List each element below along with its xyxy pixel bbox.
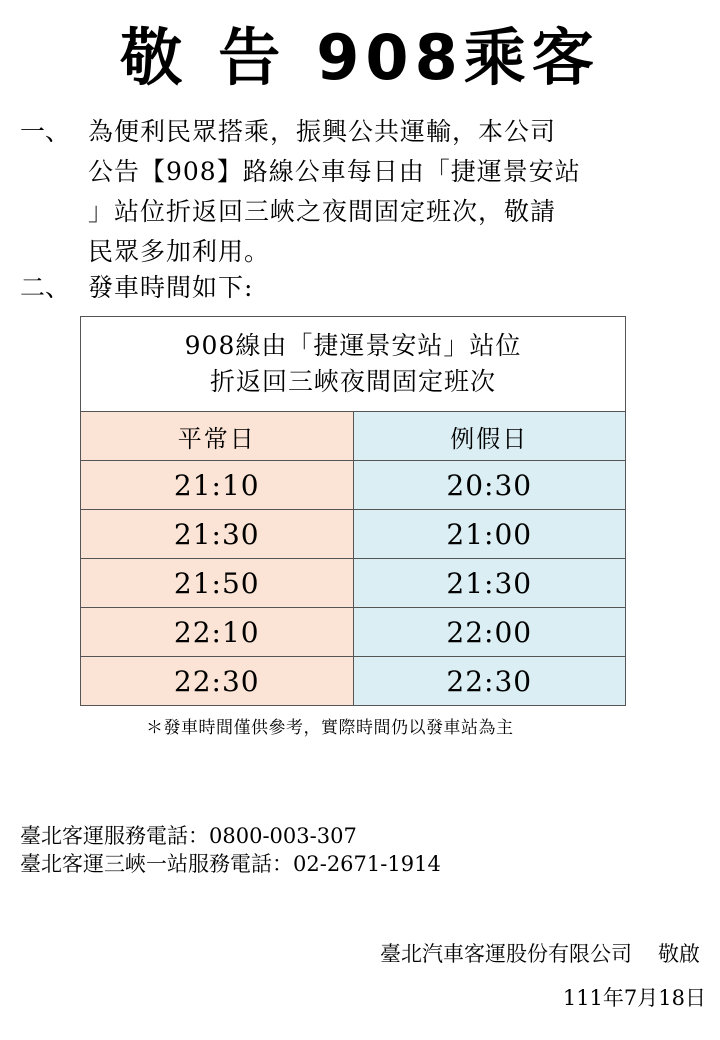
section-1-body (88, 112, 680, 272)
company-name: 臺北汽車客運股份有限公司 (380, 942, 632, 966)
holiday-time: 22:00 (353, 608, 626, 657)
signature (380, 940, 700, 968)
weekday-time: 21:50 (81, 559, 354, 608)
table-row (81, 559, 626, 608)
section-1-number: 一、 (20, 117, 71, 146)
section-1-line: 民眾多加利用。 (88, 237, 271, 266)
table-caption-row (81, 317, 626, 412)
section-2 (20, 268, 680, 308)
holiday-time: 22:30 (353, 657, 626, 706)
weekday-time: 22:30 (81, 657, 354, 706)
title-part-3: 908乘客 (316, 21, 600, 94)
schedule-note: ＊發車時間僅供參考，實際時間仍以發車站為主 (146, 718, 514, 738)
header-weekday: 平常日 (81, 412, 354, 461)
weekday-time: 21:30 (81, 510, 354, 559)
title-part-2: 告 (218, 21, 287, 94)
section-2-text: 發車時間如下: (88, 273, 254, 302)
table-row (81, 608, 626, 657)
schedule-table (80, 316, 626, 706)
table-caption-line-1: 908線由「捷運景安站」站位 (184, 331, 522, 360)
holiday-time: 20:30 (353, 461, 626, 510)
contact-line: 臺北客運三峽一站服務電話：02-2671-1914 (20, 852, 441, 876)
notice-title (0, 18, 720, 98)
contact-line: 臺北客運服務電話：0800-003-307 (20, 824, 357, 848)
table-row (81, 657, 626, 706)
table-caption (81, 317, 626, 412)
notice-date: 111年7月18日 (562, 986, 706, 1010)
closing-word: 敬啟 (658, 942, 700, 966)
section-2-number: 二、 (20, 273, 71, 302)
weekday-time: 21:10 (81, 461, 354, 510)
header-holiday: 例假日 (353, 412, 626, 461)
table-caption-line-2: 折返回三峽夜間固定班次 (209, 367, 496, 396)
holiday-time: 21:30 (353, 559, 626, 608)
weekday-time: 22:10 (81, 608, 354, 657)
table-row (81, 461, 626, 510)
table-header-row (81, 412, 626, 461)
section-1-line: 公告【908】路線公車每日由「捷運景安站 (88, 157, 581, 186)
title-part-1: 敬 (120, 21, 189, 94)
section-1-line: 」站位折返回三峽之夜間固定班次，敬請 (88, 197, 557, 226)
section-1-line: 為便利民眾搭乘，振興公共運輸，本公司 (88, 117, 557, 146)
holiday-time: 21:00 (353, 510, 626, 559)
table-row (81, 510, 626, 559)
section-1 (20, 112, 680, 272)
